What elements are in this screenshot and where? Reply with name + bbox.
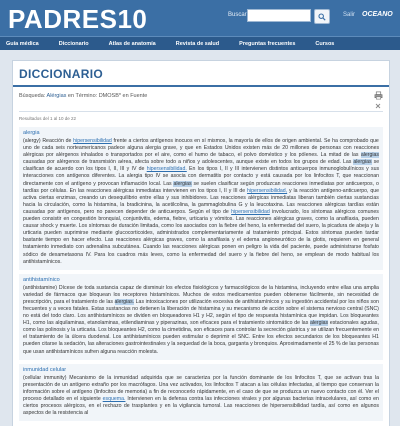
nav-item-guia[interactable]: Guía médica bbox=[6, 40, 39, 47]
query-row bbox=[13, 87, 389, 107]
divider bbox=[19, 111, 383, 112]
entry-definition: (antihistamine) Dícese de toda sustancia capaz de disminuir los efectos fisiológicos y farmacológicos de la histamina, incluyendo entre ellas una amplia variedad de fármacos que bloquean los receptores histamínicos. Muchos de estos medicamentos pueden obtenerse fácilmente, sin necesidad de prescripción, para el tratamiento de las alergias. Las intoxicaciones por utilización excesiva de antihistamínicos y su ingestión accidental por los niños son frecuentes y a veces fatales. Estas sustancias no detienen la liberación de histamina y su mecanismo de acción sobre el sistema nervioso central (SNC) no está del todo claro. Los antihistamínicos se dividen en bloqueadores H1 y H2, según el tipo de respuesta histamínica que impidan. Los bloqueantes H1, como las alquilaminas, etanolaminas, etilendiaminas y piperazinas, son eficaces para el tratamiento sintomático de las alergias estacionales agudas, como las polinosis y la urticaria. Los bloqueantes H2, como la cimetidina, son eficaces para controlar la secreción gástrica y se utilizan frecuentemente en el tratamiento de la úlcera duodenal. Los antihistamínicos pueden estimular o deprimir el SNC. Entre los efectos secundarios de los bloqueantes H1 pueden citarse la sedación, las alteraciones gastrointestinales y la sequedad de la boca, garganta y bronquios. Aproximadamente el 25 % de las personas que usan antihistamínicos sufren alguna reacción molesta. bbox=[23, 284, 380, 355]
definition-link[interactable]: hipersensibilidad. bbox=[146, 166, 187, 173]
print-icon[interactable] bbox=[374, 91, 383, 100]
search-highlight: alergias bbox=[360, 152, 379, 159]
search-highlight: alergias bbox=[309, 320, 329, 327]
nav-item-diccionario[interactable]: Diccionario bbox=[58, 40, 89, 47]
query-suffix: en Término: DMOSB* en Fuente bbox=[66, 93, 148, 99]
search-button[interactable] bbox=[314, 9, 330, 24]
dictionary-entry bbox=[19, 127, 383, 270]
logout-link[interactable]: Salir bbox=[343, 12, 356, 18]
dictionary-panel bbox=[12, 60, 390, 426]
nav-item-preguntas[interactable]: Preguntas frecuentes bbox=[239, 40, 296, 47]
search-input[interactable] bbox=[247, 9, 311, 22]
search-highlight: alergias bbox=[173, 180, 192, 187]
search-icon bbox=[318, 13, 326, 21]
entry-definition: (cellular immunity) Mecanismo de la inmunidad adquirida que se caracteriza por la función dominante de los linfocitos T, que se activan tras la presentación de un antígeno extraño por los macrófagos. Una vez activados, los linfocitos T atacan a las células infectadas, al tiempo que conservan la información sobre el antígeno (linfocitos de memoria) a fin de reconocerlo rápidamente, en el caso de que se produzca un nuevo contacto con él. Ver el proceso detallado en el siguiente esquema. Intervienen en la defensa contra las infecciones virales y por algunas bacterias intracelulares, así como en ciertos procesos alérgicos, en el rechazo de trasplantes y en la vigilancia tumoral. Las reacciones de hipersensibilidad tardía, así como en algunos aspectos de la resistencia al bbox=[23, 374, 380, 417]
search-highlight: alergias. bbox=[114, 298, 135, 305]
query-prefix: Búsqueda: bbox=[19, 93, 47, 99]
close-icon[interactable] bbox=[375, 103, 381, 109]
search-highlight: alergias bbox=[353, 159, 372, 166]
main-nav bbox=[0, 36, 400, 50]
entry-term[interactable]: antihistamínico bbox=[23, 276, 60, 283]
nav-item-revista[interactable]: Revista de salud bbox=[175, 40, 220, 47]
dictionary-entry bbox=[19, 364, 383, 422]
logo-text: PADRES bbox=[8, 4, 118, 34]
header bbox=[0, 0, 400, 36]
dictionary-entry bbox=[19, 274, 383, 360]
definition-link[interactable]: hipersensibilidad, bbox=[247, 187, 288, 194]
entry-term[interactable]: alergia bbox=[23, 130, 40, 136]
logo[interactable] bbox=[8, 5, 147, 33]
query-term: Alérgias bbox=[46, 93, 67, 99]
entry-term[interactable]: inmunidad celular bbox=[23, 366, 67, 373]
definition-link[interactable]: esquema. bbox=[102, 395, 126, 402]
entry-definition: (alergy) Reacción de hipersensibilidad frente a ciertos antígenos inocuos en sí mismos, la mayoría de ellos de origen ambiental. Se ha comprobado que uno de cada seis norteamericanos padece alguna alergia grave, y que en Estados Unidos existen más de 20 millones de personas con reacciones alérgicas por alérgenos inhalados o transportados por el aire, como el humo de tabaco, el polvo doméstico y los pólenes. La mitad de las alergias causadas por alérgenos de transmisión aérea, afecta sobre todo a niños y adolescentes, aunque existe en todos los grupos de edad. Las alergias se clasifican de acuerdo con los tipos I, II, III y IV de hipersensibilidad. En los tipos I, II y III intervienen distintos anticuerpos inmunoglobulínicos y sus interacciones con antígenos diferentes. La alergia tipo IV se asocia con dermatitis por contacto y está causada por los linfocitos T, que reaccionan directamente con el antígeno y provocan inflamación local. Las alergias se suelen clasificar según produzcan reacciones inmediatas por anticuerpos, o tardías por células. En las reacciones alérgicas inmediatas intervienen en los tipos I, II y III de hipersensibilidad, y la reacción antígeno-anticuerpo, que activa ciertas enzimas, creando un desequilibrio entre ellas y sus inhibidores. Las reacciones alérgicas inmediatas liberan también ciertas sustancias hacia la circulación, como la histamina, la bradicinina, la acetilcolina, la gammaglobulina G y la leucotaxina. Las reacciones alérgicas tardías están causadas por antígenos, pero no parecen depender de anticuerpos. Según el tipo de hipersensibilidad involucrado, los síntomas alérgicos comunes pueden consistir en congestión bronquial, conjuntivitis, edema, fiebre, urticaria y vómitos. Las reacciones alérgicas graves, como la anafilaxia, pueden causar shock y muerte. Los síntomas de duración limitada, como los asociados con la fiebre del heno, la enfermedad del suero, la picadura de abeja y la urticaria pueden suprimirse mediante glucocorticoides, administrados complementariamente al tratamiento principal. Estos síntomas pueden tardar bastante tiempo en hacer efecto. Las reacciones alérgicas graves, como la anafilaxia y el edema angioneurótico de la glotis, requieren en general tratamiento inmediato con adrenalina subcutánea. Cuando las reacciones alérgicas ponen en peligro la vida del paciente, puede administrarse fosfato sódico de dexametasona IV. Para los cuadros más leves, como la enfermedad del suero y la fiebre del heno, se emplean de modo habitual los antihistamínicos. bbox=[23, 138, 380, 265]
search-label: Buscar bbox=[228, 12, 247, 18]
page-title: DICCIONARIO bbox=[13, 61, 389, 87]
nav-item-cursos[interactable]: Cursos bbox=[315, 40, 335, 47]
nav-item-atlas[interactable]: Atlas de anatomía bbox=[108, 40, 156, 47]
results-count: Resultados del 1 al 10 de 22 bbox=[19, 116, 77, 121]
brand-logo[interactable]: OCEANO bbox=[362, 11, 393, 18]
definition-link[interactable]: hipersensibilidad bbox=[73, 138, 112, 144]
definition-link[interactable]: hipersensibilidad bbox=[231, 208, 270, 215]
logo-number: 10 bbox=[117, 4, 148, 34]
